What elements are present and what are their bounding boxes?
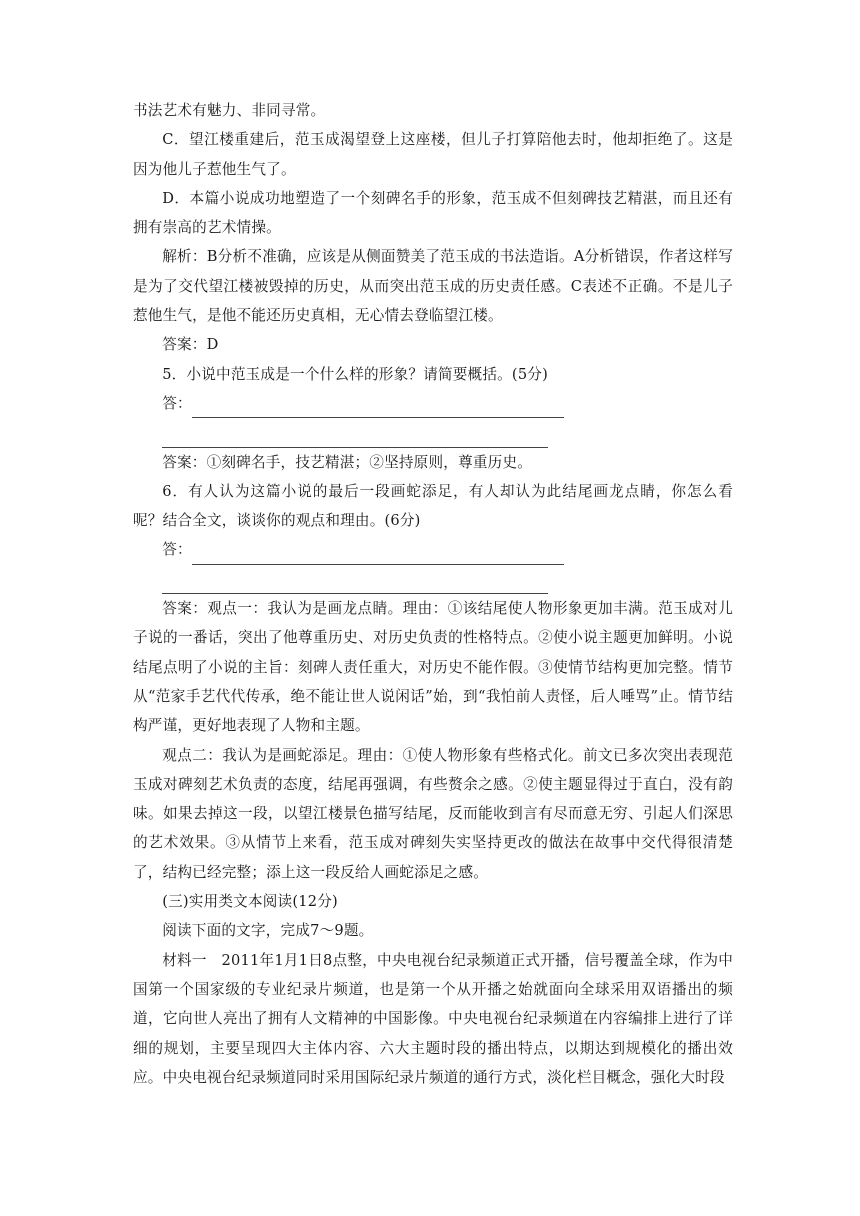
- answer-q4: 答案：D: [162, 336, 219, 354]
- document-body: [133, 96, 733, 1092]
- answer-blank-q6[interactable]: [133, 535, 733, 564]
- option-d: D．本篇小说成功地塑造了一个刻碑名手的形象，范玉成不但刻碑技艺精湛，而且还有拥有崇高的艺术情操。: [133, 189, 733, 237]
- section-heading-practical-text: (三)实用类文本阅读(12分): [162, 893, 338, 911]
- answer-q6-view2: 观点二：我认为是画蛇添足。理由：①使人物形象有些格式化。前文已多次突出表现范玉成对碑刻艺术负责的态度，结尾再强调，有些赘余之感。②使主题显得过于直白，没有韵味。如果去掉这一段，以望江楼景色描写结尾，反而能收到言有尽而意无穷、引起人们深思的艺术效果。③从情节上来看，范玉成对碑刻失实坚持更改的做法在故事中交代得很清楚了，结构已经完整；添上这一段反给人画蛇添足之感。: [133, 746, 733, 881]
- question-5: 5．小说中范玉成是一个什么样的形象？请简要概括。(5分): [162, 365, 548, 383]
- answer-blank-q6-line2[interactable]: [133, 565, 733, 594]
- reading-instruction: 阅读下面的文字，完成7～9题。: [162, 922, 374, 940]
- answer-label: 答：: [162, 394, 192, 412]
- answer-underline[interactable]: [192, 399, 564, 418]
- answer-underline[interactable]: [192, 546, 564, 565]
- answer-blank-q5-line2[interactable]: [133, 418, 733, 447]
- answer-label: 答：: [162, 541, 192, 559]
- answer-underline[interactable]: [162, 575, 548, 594]
- answer-blank-q5[interactable]: [133, 389, 733, 418]
- answer-underline[interactable]: [162, 429, 548, 448]
- answer-q6-view1: 答案：观点一：我认为是画龙点睛。理由：①该结尾使人物形象更加丰满。范玉成对儿子说的一番话，突出了他尊重历史、对历史负责的性格特点。②使小说主题更加鲜明。小说结尾点明了小说的主旨：刻碑人责任重大，对历史不能作假。③使情节结构更加完整。情节从“范家手艺代代传承，绝不能让世人说闲话”始，到“我怕前人责怪，后人唾骂”止。情节结构严谨，更好地表现了人物和主题。: [133, 600, 733, 735]
- explanation-q4: 解析：B分析不准确，应该是从侧面赞美了范玉成的书法造诣。A分析错误，作者这样写是为了交代望江楼被毁掉的历史，从而突出范玉成的历史责任感。C表述不正确。不是儿子惹他生气，是他不能还历史真相，无心情去登临望江楼。: [133, 248, 733, 325]
- option-b-continuation: 书法艺术有魅力、非同寻常。: [133, 102, 326, 119]
- option-c: C．望江楼重建后，范玉成渴望登上这座楼，但儿子打算陪他去时，他却拒绝了。这是因为他儿子惹他生气了。: [133, 131, 733, 178]
- question-6: 6．有人认为这篇小说的最后一段画蛇添足，有人却认为此结尾画龙点睛，你怎么看呢？结合全文，谈谈你的观点和理由。(6分): [133, 482, 733, 530]
- answer-q5: 答案：①刻碑名手，技艺精湛；②坚持原则，尊重历史。: [162, 453, 533, 471]
- material-one: 材料一 2011年1月1日8点整，中央电视台纪录频道正式开播，信号覆盖全球，作为中国第一个国家级的专业纪录片频道，也是第一个从开播之始就面向全球采用双语播出的频道，它向世人亮出了拥有人文精神的中国影像。中央电视台纪录频道在内容编排上进行了详细的规划，主要呈现四大主体内容、六大主题时段的播出特点，以期达到规模化的播出效应。中央电视台纪录频道同时采用国际纪录片频道的通行方式，淡化栏目概念，强化大时段: [133, 951, 733, 1086]
